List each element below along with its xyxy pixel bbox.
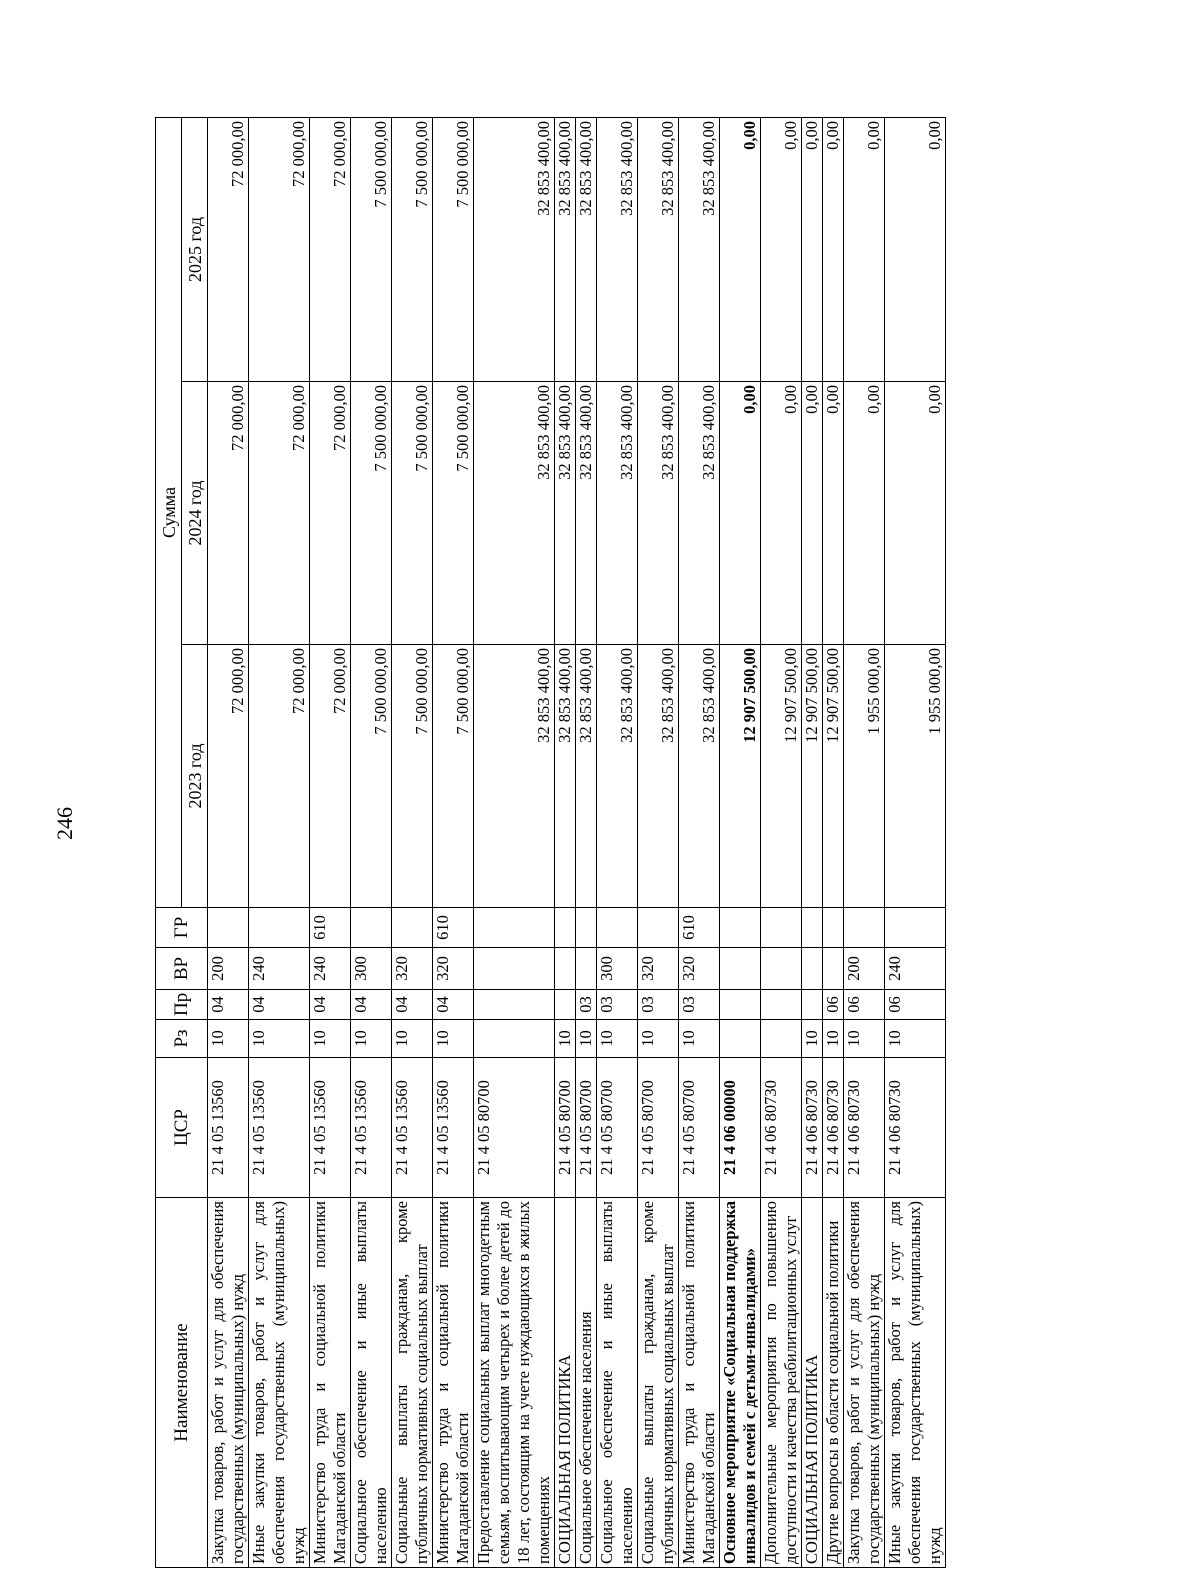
header-csr: ЦСР <box>156 1058 208 1198</box>
row-sum-2023: 72 000,00 <box>310 645 351 908</box>
row-sum-2025: 0,00 <box>885 117 946 381</box>
page-number: 246 <box>52 807 77 840</box>
row-vr <box>576 948 597 990</box>
row-name: Основное мероприятие «Социальная поддержка инвалидов и семей с детьми-инвалидами» <box>720 1198 761 1568</box>
row-csr: 21 4 05 80700 <box>679 1058 720 1198</box>
row-sum-2025: 32 853 400,00 <box>576 117 597 381</box>
row-pr: 04 <box>249 990 310 1020</box>
row-pr: 03 <box>576 990 597 1020</box>
header-2024: 2024 год <box>182 382 208 645</box>
row-gr <box>720 908 761 948</box>
table-row <box>885 117 946 1567</box>
header-2023: 2023 год <box>182 645 208 908</box>
row-vr: 240 <box>249 948 310 990</box>
table-row <box>761 117 802 1567</box>
row-sum-2025: 0,00 <box>802 117 823 381</box>
row-vr: 200 <box>208 948 249 990</box>
row-sum-2025: 32 853 400,00 <box>474 117 555 381</box>
row-gr <box>823 908 844 948</box>
row-sum-2025: 0,00 <box>844 117 885 381</box>
row-gr <box>802 908 823 948</box>
row-csr: 21 4 05 13560 <box>208 1058 249 1198</box>
row-sum-2025: 72 000,00 <box>249 117 310 381</box>
table-row <box>844 117 885 1567</box>
row-rz: 10 <box>208 1020 249 1058</box>
row-sum-2024: 0,00 <box>844 382 885 645</box>
row-sum-2023: 12 907 500,00 <box>802 645 823 908</box>
row-sum-2024: 0,00 <box>885 382 946 645</box>
row-vr: 320 <box>433 948 474 990</box>
row-rz: 10 <box>802 1020 823 1058</box>
row-pr <box>802 990 823 1020</box>
row-gr <box>555 908 576 948</box>
row-rz: 10 <box>638 1020 679 1058</box>
budget-table <box>155 117 946 1568</box>
row-csr: 21 4 05 13560 <box>351 1058 392 1198</box>
table-row <box>720 117 761 1567</box>
row-gr <box>249 908 310 948</box>
header-sum: Сумма <box>156 117 182 907</box>
table-row <box>576 117 597 1567</box>
row-vr: 320 <box>638 948 679 990</box>
row-sum-2025: 7 500 000,00 <box>351 117 392 381</box>
table-row <box>555 117 576 1567</box>
row-pr: 04 <box>433 990 474 1020</box>
row-name: Социальное обеспечение населения <box>576 1198 597 1568</box>
row-gr <box>392 908 433 948</box>
row-sum-2024: 32 853 400,00 <box>638 382 679 645</box>
row-vr: 320 <box>679 948 720 990</box>
row-name: Министерство труда и социальной политики Магаданской области <box>310 1198 351 1568</box>
row-name: Иные закупки товаров, работ и услуг для обеспечения государственных (муниципальных) нужд <box>249 1198 310 1568</box>
row-gr: 610 <box>433 908 474 948</box>
row-sum-2023: 32 853 400,00 <box>597 645 638 908</box>
row-pr: 04 <box>392 990 433 1020</box>
row-sum-2024: 0,00 <box>761 382 802 645</box>
row-rz: 10 <box>844 1020 885 1058</box>
table-row <box>679 117 720 1567</box>
row-sum-2024: 32 853 400,00 <box>555 382 576 645</box>
table-row <box>433 117 474 1567</box>
row-vr: 300 <box>351 948 392 990</box>
table-body <box>208 117 946 1567</box>
row-sum-2025: 0,00 <box>720 117 761 381</box>
row-pr <box>720 990 761 1020</box>
row-pr: 03 <box>638 990 679 1020</box>
row-vr: 240 <box>885 948 946 990</box>
row-rz: 10 <box>885 1020 946 1058</box>
row-pr: 04 <box>208 990 249 1020</box>
row-name: Дополнительные мероприятия по повышению доступности и качества реабилитационных услуг <box>761 1198 802 1568</box>
row-sum-2023: 7 500 000,00 <box>392 645 433 908</box>
row-pr: 06 <box>885 990 946 1020</box>
row-rz <box>720 1020 761 1058</box>
table-row <box>351 117 392 1567</box>
row-sum-2024: 0,00 <box>802 382 823 645</box>
row-name: Социальное обеспечение и иные выплаты населению <box>597 1198 638 1568</box>
table-row <box>474 117 555 1567</box>
row-sum-2025: 72 000,00 <box>310 117 351 381</box>
row-vr: 320 <box>392 948 433 990</box>
row-name: Министерство труда и социальной политики Магаданской области <box>433 1198 474 1568</box>
header-name: Наименование <box>156 1198 208 1568</box>
row-csr: 21 4 05 13560 <box>310 1058 351 1198</box>
row-name: СОЦИАЛЬНАЯ ПОЛИТИКА <box>555 1198 576 1568</box>
row-sum-2023: 32 853 400,00 <box>638 645 679 908</box>
row-csr: 21 4 05 80700 <box>638 1058 679 1198</box>
table-row <box>802 117 823 1567</box>
row-gr <box>844 908 885 948</box>
row-vr <box>802 948 823 990</box>
row-vr: 300 <box>597 948 638 990</box>
table-row <box>597 117 638 1567</box>
table-row <box>823 117 844 1567</box>
row-pr: 06 <box>844 990 885 1020</box>
row-gr <box>474 908 555 948</box>
row-rz: 10 <box>823 1020 844 1058</box>
row-pr: 03 <box>597 990 638 1020</box>
row-vr <box>720 948 761 990</box>
row-csr: 21 4 05 80700 <box>555 1058 576 1198</box>
row-name: Закупка товаров, работ и услуг для обеспечения государственных (муниципальных) нужд <box>844 1198 885 1568</box>
row-vr <box>555 948 576 990</box>
row-sum-2023: 72 000,00 <box>249 645 310 908</box>
row-sum-2023: 7 500 000,00 <box>433 645 474 908</box>
row-rz: 10 <box>351 1020 392 1058</box>
row-sum-2023: 32 853 400,00 <box>576 645 597 908</box>
table-row <box>310 117 351 1567</box>
row-name: Предоставление социальных выплат многодетным семьям, воспитывающим четырех и более детей до 18 лет, состоящим на учете нуждающихся в жилых помещениях <box>474 1198 555 1568</box>
row-gr <box>761 908 802 948</box>
row-sum-2025: 72 000,00 <box>208 117 249 381</box>
row-pr: 04 <box>351 990 392 1020</box>
row-rz: 10 <box>555 1020 576 1058</box>
table-row <box>249 117 310 1567</box>
row-sum-2025: 7 500 000,00 <box>392 117 433 381</box>
row-name: Закупка товаров, работ и услуг для обеспечения государственных (муниципальных) нужд <box>208 1198 249 1568</box>
row-sum-2023: 12 907 500,00 <box>761 645 802 908</box>
row-rz <box>474 1020 555 1058</box>
table-row <box>392 117 433 1567</box>
row-csr: 21 4 05 80700 <box>576 1058 597 1198</box>
row-rz: 10 <box>576 1020 597 1058</box>
row-sum-2023: 1 955 000,00 <box>844 645 885 908</box>
row-name: Министерство труда и социальной политики Магаданской области <box>679 1198 720 1568</box>
row-name: Социальное обеспечение и иные выплаты населению <box>351 1198 392 1568</box>
row-sum-2023: 12 907 500,00 <box>823 645 844 908</box>
row-sum-2023: 12 907 500,00 <box>720 645 761 908</box>
row-csr: 21 4 06 80730 <box>844 1058 885 1198</box>
row-rz: 10 <box>392 1020 433 1058</box>
row-sum-2023: 7 500 000,00 <box>351 645 392 908</box>
row-csr: 21 4 05 13560 <box>433 1058 474 1198</box>
row-sum-2025: 32 853 400,00 <box>597 117 638 381</box>
row-sum-2025: 0,00 <box>761 117 802 381</box>
row-name: Социальные выплаты гражданам, кроме публичных нормативных социальных выплат <box>392 1198 433 1568</box>
row-vr: 200 <box>844 948 885 990</box>
row-csr: 21 4 06 00000 <box>720 1058 761 1198</box>
row-csr: 21 4 06 80730 <box>823 1058 844 1198</box>
row-sum-2023: 32 853 400,00 <box>474 645 555 908</box>
row-gr <box>351 908 392 948</box>
header-rz: Рз <box>156 1020 208 1058</box>
row-pr <box>555 990 576 1020</box>
row-sum-2025: 0,00 <box>823 117 844 381</box>
header-2025: 2025 год <box>182 117 208 381</box>
row-csr: 21 4 06 80730 <box>761 1058 802 1198</box>
header-vr: ВР <box>156 948 208 990</box>
row-sum-2024: 0,00 <box>823 382 844 645</box>
row-csr: 21 4 06 80730 <box>802 1058 823 1198</box>
row-name: Иные закупки товаров, работ и услуг для обеспечения государственных (муниципальных) нужд <box>885 1198 946 1568</box>
row-rz: 10 <box>679 1020 720 1058</box>
row-pr: 06 <box>823 990 844 1020</box>
row-rz: 10 <box>249 1020 310 1058</box>
row-gr <box>576 908 597 948</box>
row-sum-2024: 72 000,00 <box>208 382 249 645</box>
row-sum-2025: 32 853 400,00 <box>638 117 679 381</box>
header-gr: ГР <box>156 908 208 948</box>
row-csr: 21 4 05 80700 <box>597 1058 638 1198</box>
row-sum-2023: 32 853 400,00 <box>555 645 576 908</box>
row-gr <box>638 908 679 948</box>
row-name: СОЦИАЛЬНАЯ ПОЛИТИКА <box>802 1198 823 1568</box>
row-sum-2024: 32 853 400,00 <box>576 382 597 645</box>
row-vr: 240 <box>310 948 351 990</box>
row-name: Социальные выплаты гражданам, кроме публичных нормативных социальных выплат <box>638 1198 679 1568</box>
row-sum-2024: 32 853 400,00 <box>474 382 555 645</box>
row-pr <box>761 990 802 1020</box>
row-gr: 610 <box>310 908 351 948</box>
row-sum-2024: 72 000,00 <box>249 382 310 645</box>
rotated-table-container <box>155 118 946 1568</box>
row-rz: 10 <box>433 1020 474 1058</box>
row-vr <box>823 948 844 990</box>
row-sum-2024: 32 853 400,00 <box>597 382 638 645</box>
row-rz <box>761 1020 802 1058</box>
row-pr: 03 <box>679 990 720 1020</box>
row-rz: 10 <box>310 1020 351 1058</box>
row-sum-2024: 72 000,00 <box>310 382 351 645</box>
row-vr <box>761 948 802 990</box>
row-sum-2025: 32 853 400,00 <box>679 117 720 381</box>
row-sum-2024: 32 853 400,00 <box>679 382 720 645</box>
row-gr: 610 <box>679 908 720 948</box>
row-sum-2023: 32 853 400,00 <box>679 645 720 908</box>
row-gr <box>597 908 638 948</box>
row-gr <box>208 908 249 948</box>
row-gr <box>885 908 946 948</box>
row-sum-2024: 7 500 000,00 <box>351 382 392 645</box>
table-row <box>638 117 679 1567</box>
row-rz: 10 <box>597 1020 638 1058</box>
row-name: Другие вопросы в области социальной политики <box>823 1198 844 1568</box>
row-sum-2024: 7 500 000,00 <box>392 382 433 645</box>
row-pr: 04 <box>310 990 351 1020</box>
table-row <box>208 117 249 1567</box>
row-sum-2025: 7 500 000,00 <box>433 117 474 381</box>
header-pr: Пр <box>156 990 208 1020</box>
row-sum-2023: 1 955 000,00 <box>885 645 946 908</box>
row-csr: 21 4 05 80700 <box>474 1058 555 1198</box>
row-csr: 21 4 05 13560 <box>249 1058 310 1198</box>
row-sum-2023: 72 000,00 <box>208 645 249 908</box>
row-pr <box>474 990 555 1020</box>
row-csr: 21 4 06 80730 <box>885 1058 946 1198</box>
row-sum-2024: 0,00 <box>720 382 761 645</box>
row-csr: 21 4 05 13560 <box>392 1058 433 1198</box>
row-sum-2025: 32 853 400,00 <box>555 117 576 381</box>
row-vr <box>474 948 555 990</box>
row-sum-2024: 7 500 000,00 <box>433 382 474 645</box>
